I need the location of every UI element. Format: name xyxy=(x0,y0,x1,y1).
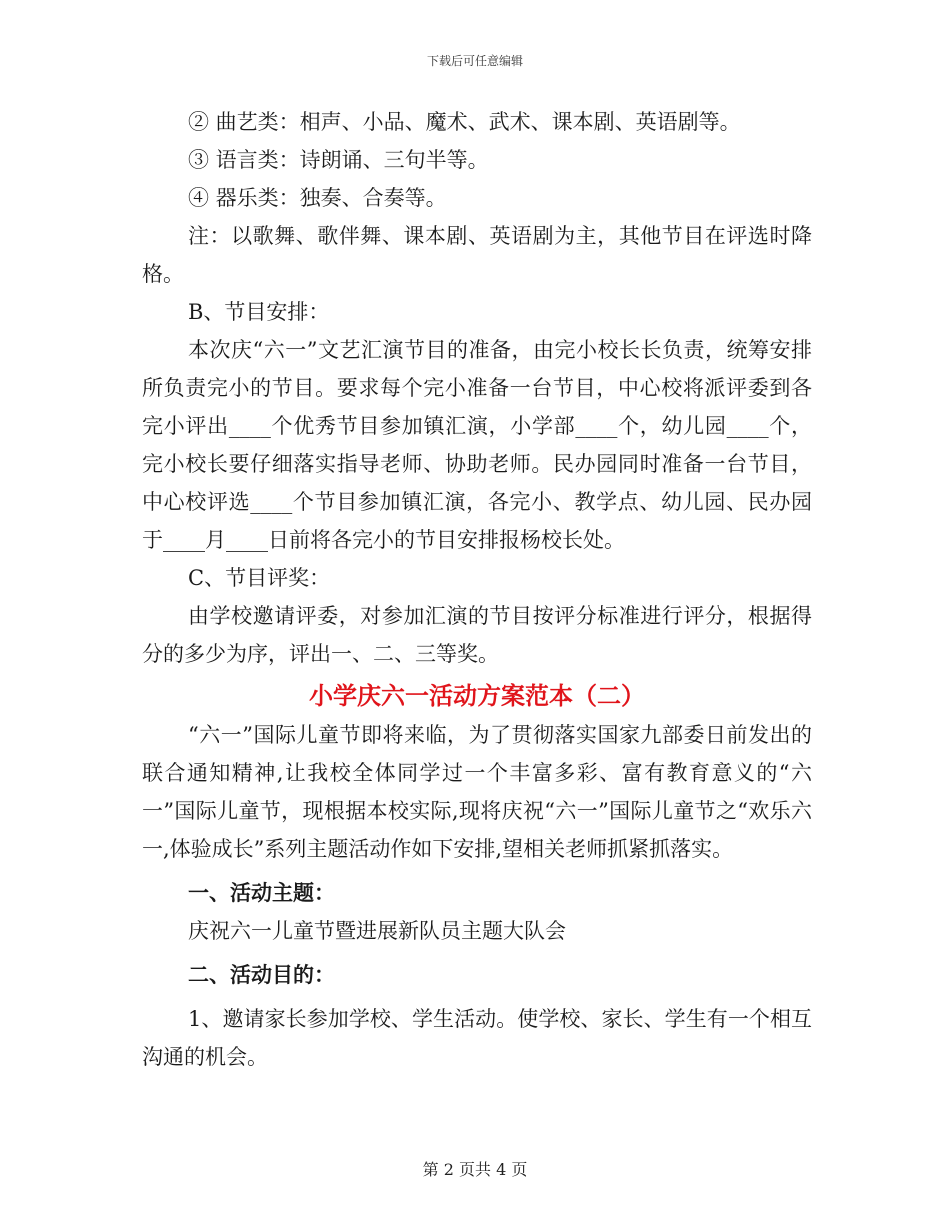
paragraph-theme: 庆祝六一儿童节暨进展新队员主题大队会 xyxy=(188,919,566,943)
document-body xyxy=(142,103,812,1076)
document-title: 小学庆六一活动方案范本（二） xyxy=(309,681,645,710)
paragraph-quyi: ② 曲艺类：相声、小品、魔术、武术、课本剧、英语剧等。 xyxy=(188,110,741,134)
paragraph-qiyue: ④ 器乐类：独奏、合奏等。 xyxy=(188,186,447,210)
page-header: 下载后可任意编辑 xyxy=(426,54,523,68)
paragraph-section-c: C、节目评奖： xyxy=(188,566,331,590)
paragraph-yuyan: ③ 语言类：诗朗诵、三句半等。 xyxy=(188,148,489,172)
paragraph-section-b: B、节目安排： xyxy=(188,300,330,324)
paragraph-note: 注：以歌舞、歌伴舞、课本剧、英语剧为主，其他节目在评选时降格。 xyxy=(142,224,812,286)
paragraph-purpose-1: 1、邀请家长参加学校、学生活动。使学校、家长、学生有一个相互沟通的机会。 xyxy=(142,1007,812,1069)
paragraph-intro: “六一”国际儿童节即将来临，为了贯彻落实国家九部委日前发出的联合通知精神,让我校全体同学过一个丰富多彩、富有教育意义的“六一”国际儿童节，现根据本校实际,现将庆祝“六一”国际儿童节之“欢乐六一,体验成长”系列主题活动作如下安排,望相关老师抓紧抓落实。 xyxy=(142,723,812,861)
heading-theme: 一、活动主题： xyxy=(188,880,335,905)
page-footer: 第 2 页共 4 页 xyxy=(422,1160,528,1179)
paragraph-award: 由学校邀请评委，对参加汇演的节目按评分标准进行评分，根据得分的多少为序，评出一、二、三等奖。 xyxy=(142,604,812,666)
heading-purpose: 二、活动目的： xyxy=(188,962,335,987)
paragraph-program-arrangement: 本次庆“六一”文艺汇演节目的准备，由完小校长长负责，统筹安排所负责完小的节目。要求每个完小准备一台节目，中心校将派评委到各完小评出____个优秀节目参加镇汇演，小学部____个，幼儿园____个，完小校长要仔细落实指导老师、协助老师。民办园同时准备一台节目，中心校评选____个节目参加镇汇演，各完小、教学点、幼儿园、民办园于____月____日前将各完小的节目安排报杨校长处。 xyxy=(142,338,812,552)
